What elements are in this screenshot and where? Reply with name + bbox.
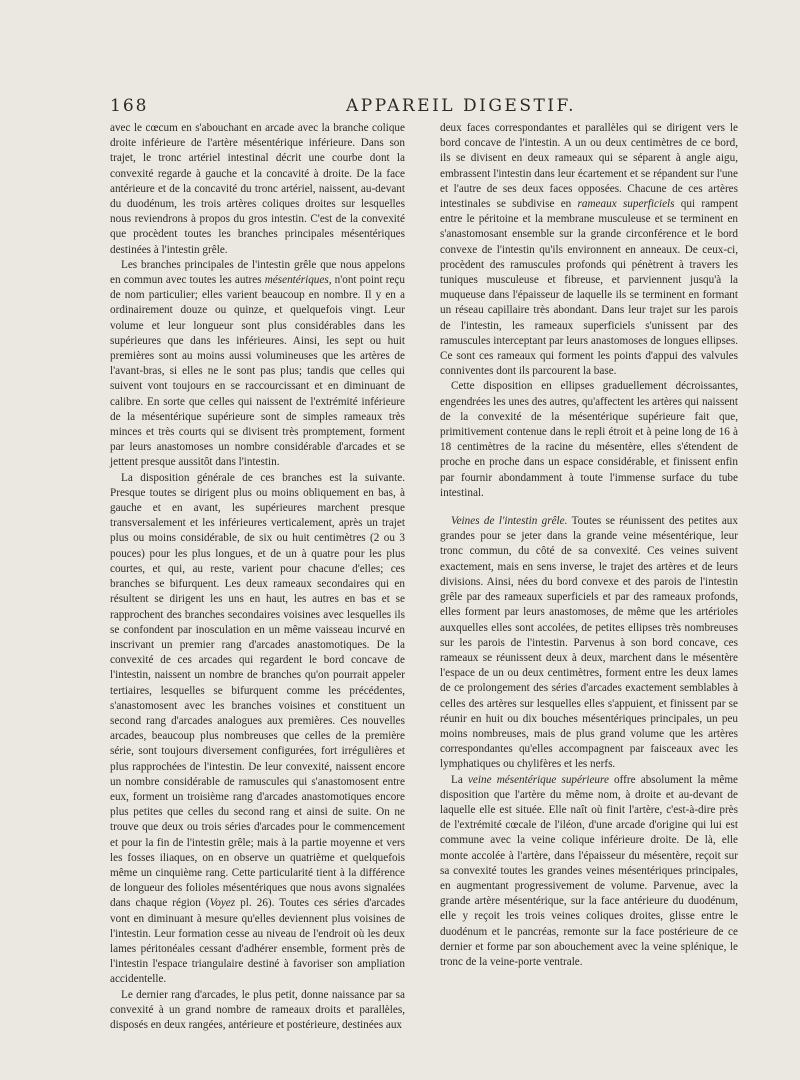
paragraph-text: La disposition générale de ces branches est la suivante. Presque toutes se dirigent plus ou moins obliquement en bas, à gauche et en avant, les supérieures marchent presque transversalement et les inférieures verticalement, après un trajet plus ou moins considérable, de six ou huit centimètres (2 ou 3 pouces) pour les plus longues, et de un à quatre pour les plus courtes, et qui, au reste, varient pour chacune d'elles; ces branches se bifurquent. Les deux rameaux secondaires qui en résultent se dirigent les uns en haut, les autres en bas et se rapprochent des branches secondaires voisines avec lesquelles ils se confondent par inosculation en un même vaisseau incurvé en inscrivant un premier rang d'arcades anastomotiques. De la convexité de ces arcades qui regardent le bord concave de l'intestin, naissent un nombre de branches qu'on pourrait appeler tertiaires, lesquelles se bifurquent comme les précédentes, s'anastomosent avec les branches voisines et constituent un second rang d'arcades analogues aux premières. Ces nouvelles arcades, beaucoup plus nombreuses que celles de la première série, sont toujours diversement configurées, fort irrégulières et plus rapprochées de l'intestin. De leur convexité, naissent encore un nombre considérable de ramuscules qui s'anastomosent entre eux, forment un troisième rang d'arcades anastomotiques encore plus petites que celles du second rang et ainsi de suite. On ne trouve que deux ou trois séries d'arcades pour le commencement et pour la fin de l'intestin grêle; mais à la partie moyenne et vers les fosses iliaques, on en observe un quatrième et quelquefois même un cinquième rang. Cette particularité tient à la différence de longueur des folioles mésentériques que nous avons signalées dans chaque région ( <box>110 471 405 910</box>
emphasis: mésentériques <box>264 274 329 287</box>
page-number: 168 <box>110 96 149 116</box>
right-column <box>440 121 738 970</box>
paragraph <box>440 121 738 379</box>
emphasis: Voyez <box>209 897 236 910</box>
paragraph-text: , n'ont point reçu de nom particulier; elles varient beaucoup en nombre. Il y en a ordinairement douze ou quinze, et quelquefois vingt. Leur volume et leur longueur sont plus considérables dans les supérieures que dans les inférieures. Ainsi, les sept ou huit premières sont au moins aussi volumineuses que les artères de l'avant-bras, si elles ne le sont pas plus; tandis que celles qui suivent vont toujours en se raccourcissant et en diminuant de calibre. En sorte que celles qui naissent de l'extrémité inférieure de la mésentérique supérieure sont de simples rameaux très minces et très courts qui se divisent très promptement, forment par leurs anastomoses un nombre considérable d'arcades et se jettent presque aussitôt dans l'intestin. <box>110 274 405 469</box>
paragraph <box>110 258 405 471</box>
section-heading: Veines de l'intestin grêle. <box>451 515 568 528</box>
running-title: APPAREIL DIGESTIF. <box>346 96 577 116</box>
left-column <box>110 121 405 1033</box>
paragraph-text: Toutes se réunissent des petites aux grandes pour se jeter dans la grande veine mésentérique, leur tronc commun, du côté de sa convexité. Ces veines suivent exactement, mais en sens inverse, le trajet des artères et de leurs divisions. Ainsi, nées du bord convexe et des parois de l'intestin grêle par des rameaux superficiels et par des rameaux profonds, elles forment par leurs anastomoses, de même que les artérioles auxquelles elles sont accolées, de petites ellipses très nombreuses sur les parois de l'intestin. Parvenus à son bord concave, ces rameaux se réunissent deux à deux, marchent dans le mésentère l'espace de un ou deux centimètres, forment entre les deux lames de ce prolongement des séries d'arcades exactement semblables à celles des artères sur lesquelles elles s'appuient, et finissent par se réunir en huit ou dix bouches mésentériques principales, un peu moins nombreuses, mais de plus grand volume que les artères correspondantes qu'elles accompagnent par faisceaux avec les lymphatiques ou chylifères et les nerfs. <box>440 515 738 771</box>
paragraph <box>440 379 738 501</box>
paragraph <box>110 471 405 988</box>
paragraph-text: avec le cœcum en s'abouchant en arcade avec la branche colique droite inférieure de l'artère mésentérique inférieure. Dans son trajet, le tronc artériel intestinal décrit une courbe dont la convexité regarde à gauche et la concavité à droite. De la face antérieure et de la concavité du tronc artériel, naissent, au-devant du duodénum, les trois artères coliques droites sur lesquelles nous reviendrons à propos du gros intestin. C'est de la convexité que procèdent toutes les branches principales mésentériques destinées à l'intestin grêle. <box>110 122 405 256</box>
page-header <box>110 96 740 120</box>
paragraph-text: La <box>451 773 468 786</box>
paragraph-text: Le dernier rang d'arcades, le plus petit, donne naissance par sa convexité à un grand nombre de rameaux droits et parallèles, disposés en deux rangées, antérieure et postérieure, destinées aux <box>110 988 405 1031</box>
paragraph-text: Cette disposition en ellipses graduellement décroissantes, engendrées les unes des autres, qu'affectent les artères qui naissent de la convexité de la mésentérique supérieure fait que, primitivement contenue dans le repli étroit et à peine long de 16 à 18 centimètres de la racine du mésentère, elles s'étendent de proche en proche dans un espace considérable, et finissent enfin par fournir abondamment à toute l'immense surface du tube intestinal. <box>440 380 738 499</box>
paragraph-text: deux faces correspondantes et parallèles qui se dirigent vers le bord concave de l'intestin. A un ou deux centimètres de ce bord, ils se divisent en deux rameaux qui se séparent à angle aigu, embrassent l'intestin dans leur écartement et se répandent sur l'une et l'autre de ses deux faces opposées. Chacune de ces artères intestinales se subdivise en <box>440 122 738 211</box>
paragraph-text: pl. 26). Toutes ces séries d'arcades vont en diminuant à mesure qu'elles deviennent plus voisines de l'intestin. Leur formation cesse au niveau de l'endroit où les deux lames péritonéales cessant d'adhérer ensemble, forment près de l'intestin l'espace triangulaire destiné à favoriser son ampliation accidentelle. <box>110 897 405 986</box>
paragraph-text: Les branches principales de l'intestin grêle que nous appelons en commun avec toutes les autres <box>110 258 405 287</box>
paragraph <box>110 988 405 1034</box>
emphasis: veine mésentérique supérieure <box>467 773 609 786</box>
paragraph <box>110 121 405 258</box>
paragraph-text: qui rampent entre le péritoine et la membrane musculeuse et se terminent en s'anastomosant ensemble sur la grande circonférence et le bord convexe de l'intestin qu'ils environnent en anneaux. De ceux-ci, procèdent des ramuscules profonds qui pénètrent à travers les tuniques musculeuse et fibreuse, et parviennent jusqu'à la muqueuse dans l'épaisseur de laquelle ils se terminent en formant un réseau capillaire très abondant. Dans leur trajet sur les parois de l'intestin, les rameaux superficiels s'unissent par des ramuscules interceptant par leurs anastomoses de longues ellipses. Ce sont ces rameaux qui forment les points d'appui des valvules conniventes dont ils parcourent la base. <box>440 198 739 378</box>
emphasis: rameaux superficiels <box>577 198 675 211</box>
paragraph <box>440 514 738 772</box>
paragraph <box>440 773 738 971</box>
paragraph-text: offre absolument la même disposition que l'artère du même nom, à droite et au-devant de laquelle elle est située. Elle naît où finit l'artère, c'est-à-dire près de l'extrémité cœcale de l'iléon, d'une arcade d'origine qui lui est commune avec la veine colique inférieure droite. De là, elle monte accolée à l'artère, dans l'épaisseur du mésentère, reçoit sur sa convexité toutes les grandes veines mésentériques principales, en augmentant progressivement de volume. Parvenue, avec la grande artère mésentérique, sur la face antérieure du duodénum, elle y reçoit les trois veines coliques droites, glisse entre le duodénum et le pancréas, remonte sur la face postérieure de ce dernier et forme par son abouchement avec la veine splénique, le tronc de la veine-porte ventrale. <box>440 773 738 968</box>
